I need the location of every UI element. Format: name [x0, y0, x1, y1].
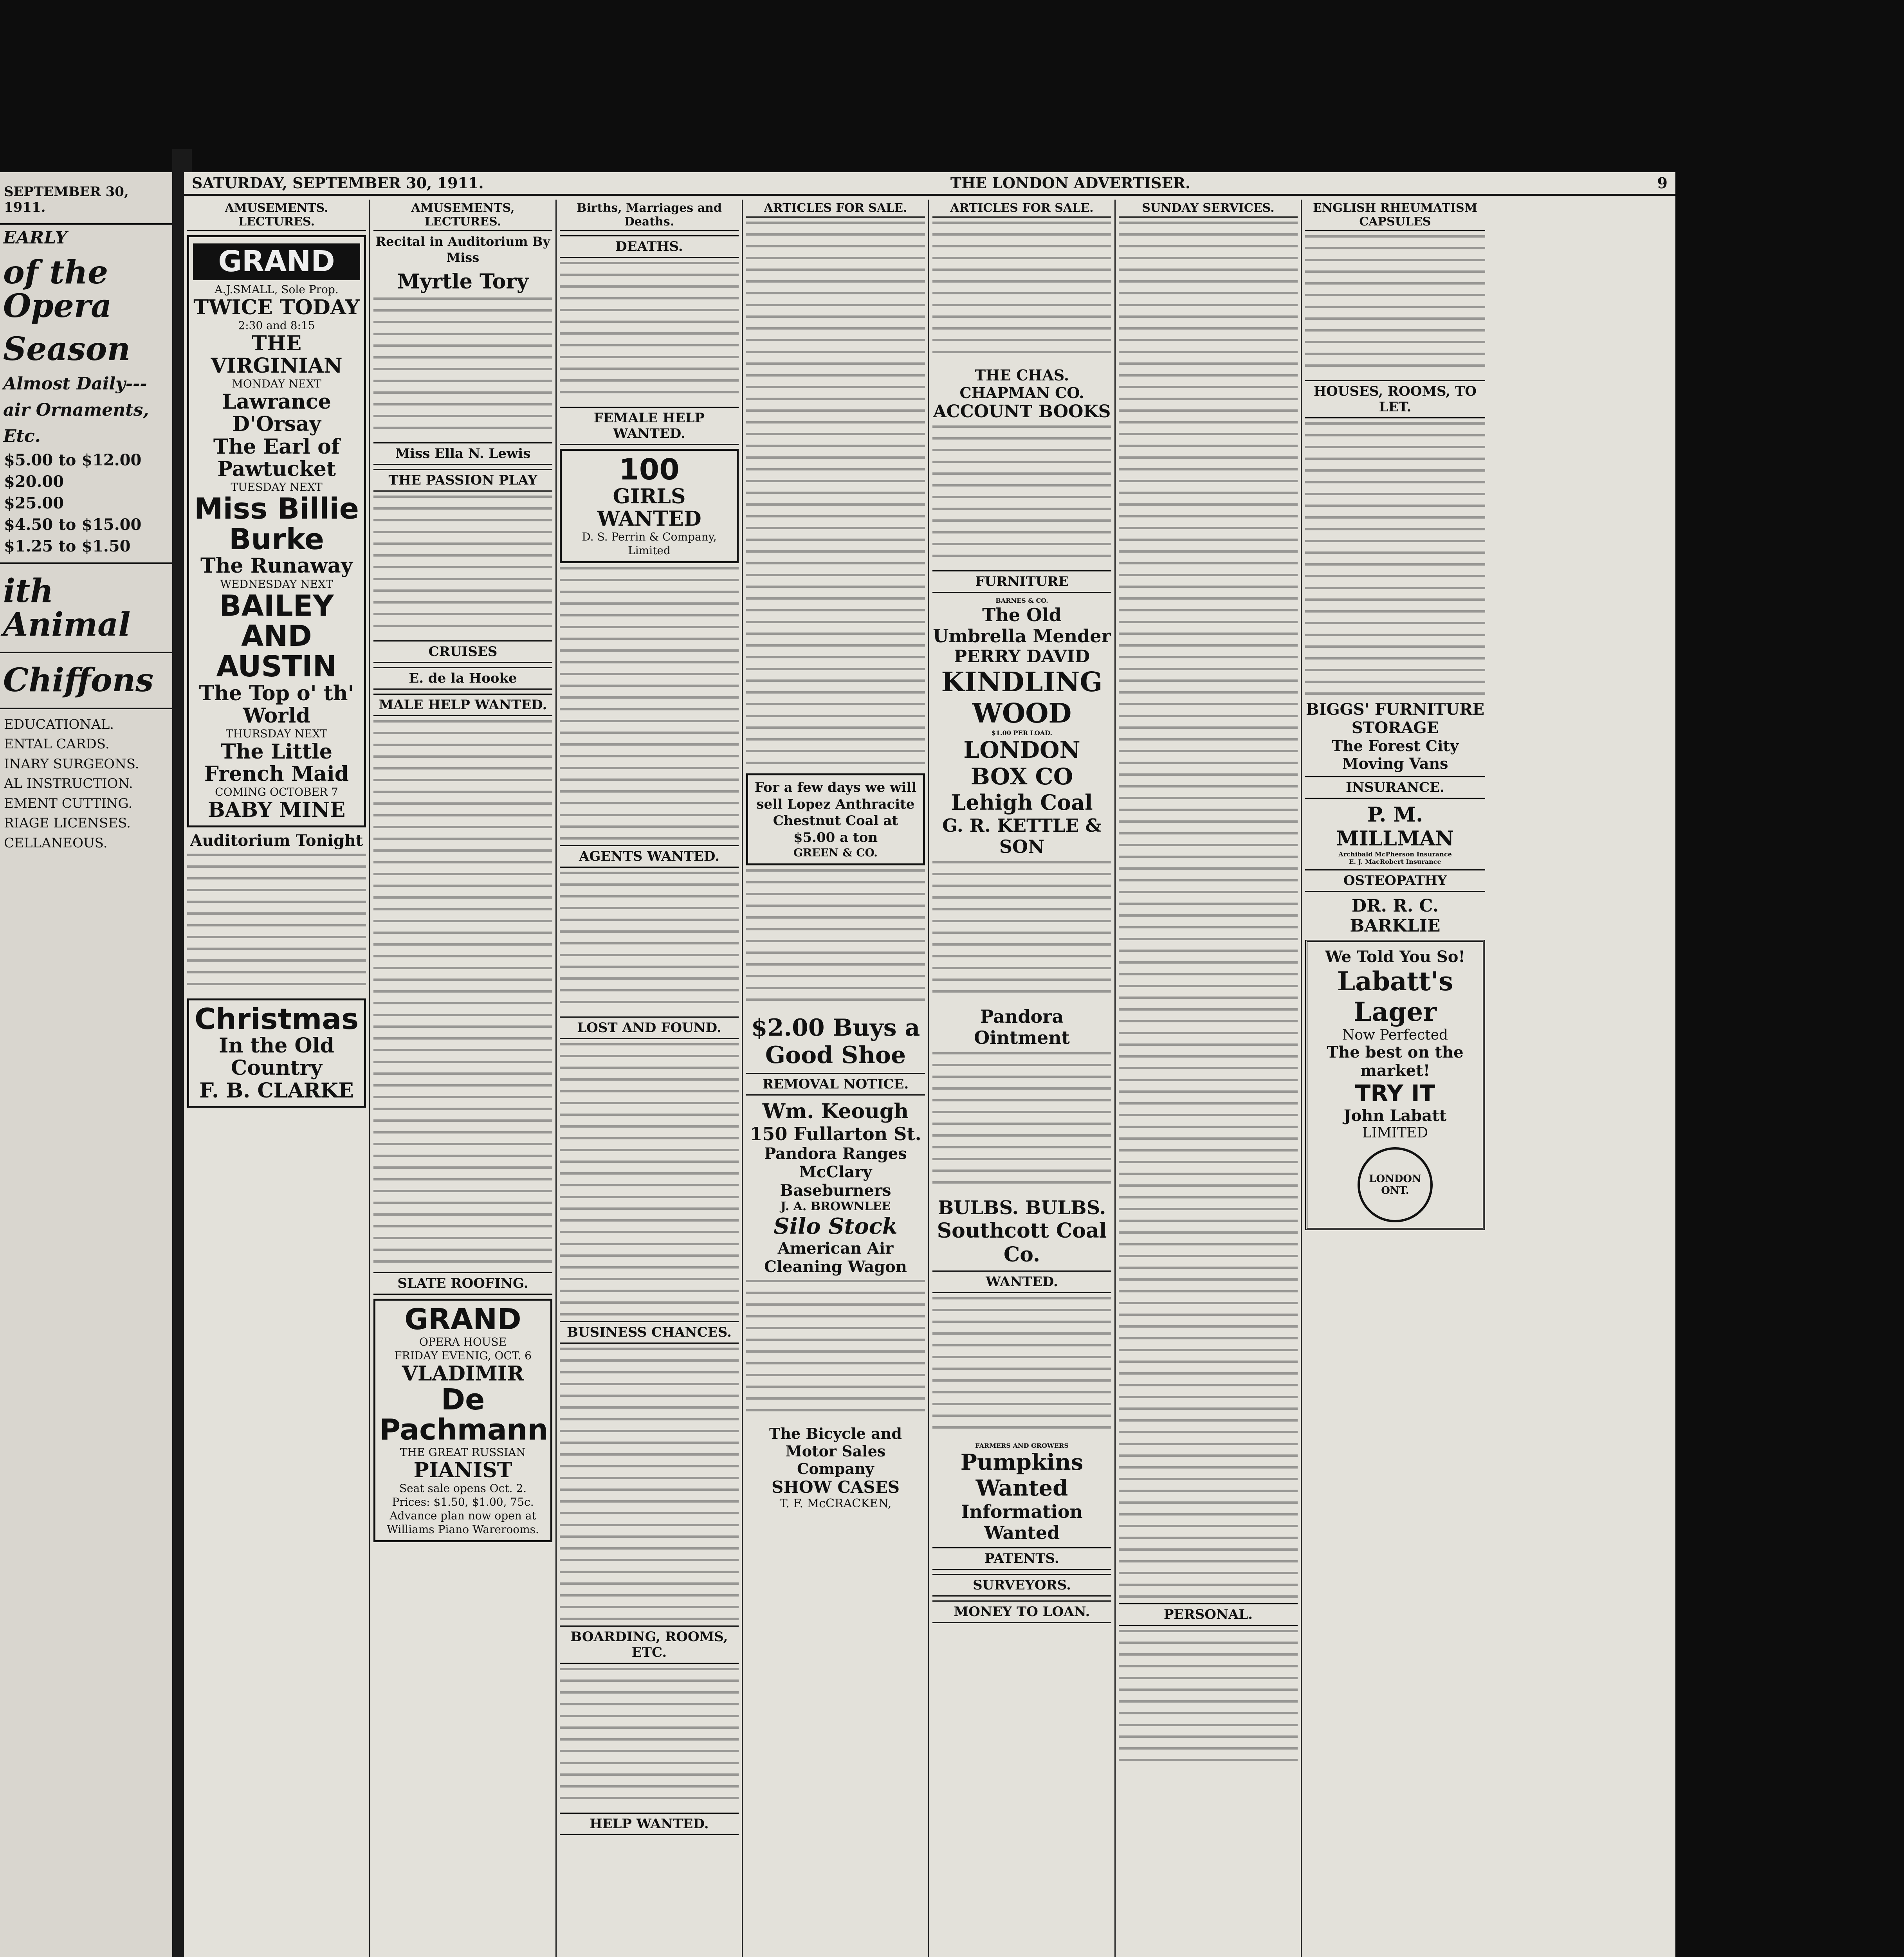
ad-text: Lawrance D'Orsay [222, 390, 331, 436]
fullarton-ad: 150 Fullarton St. [750, 1123, 921, 1144]
section-heading: FEMALE HELP WANTED. [560, 407, 739, 445]
bicycle-ad: The Bicycle and Motor Sales Company [769, 1425, 902, 1478]
pachmann-ad [373, 1299, 552, 1542]
umbrella-ad: The Old Umbrella Mender [933, 604, 1111, 647]
moving-vans-ad: The Forest City Moving Vans [1331, 737, 1459, 772]
ad-text: THE GREAT RUSSIAN [400, 1446, 526, 1459]
auditorium-heading: Auditorium Tonight [190, 831, 363, 850]
keough-ad: Wm. Keough [762, 1099, 909, 1123]
ad-text: GREEN & CO. [793, 846, 878, 859]
left-heading: Etc. [3, 426, 41, 447]
section-heading: SLATE ROOFING. [373, 1272, 552, 1295]
ad-title: 100 [619, 453, 680, 487]
page-date: SATURDAY, SEPTEMBER 30, 1911. [192, 174, 484, 192]
christmas-ad [187, 998, 366, 1108]
columns [184, 200, 1675, 1957]
chapman-ad: THE CHAS. CHAPMAN CO. [959, 366, 1084, 402]
column-7 [1302, 200, 1488, 1957]
ad-heading: Miss Ella N. Lewis [373, 442, 552, 465]
pumpkins-ad: Pumpkins Wanted [960, 1449, 1084, 1501]
ad-text: VLADIMIR [402, 1361, 524, 1386]
boxco-ad: LONDON BOX CO [963, 737, 1080, 790]
ad-text: De Pachmann [379, 1382, 548, 1447]
silo-ad: Silo Stock [774, 1213, 898, 1239]
section-heading: OSTEOPATHY [1305, 869, 1485, 892]
left-section: EDUCATIONAL. [4, 716, 114, 732]
storage-ad: BIGGS' FURNITURE STORAGE [1305, 700, 1485, 737]
ad-title: GRAND [193, 243, 360, 280]
column-4 [743, 200, 929, 1957]
section-heading: INSURANCE. [1305, 776, 1485, 799]
farmers-ad: FARMERS AND GROWERS [975, 1442, 1069, 1449]
ad-text: GIRLS WANTED [597, 484, 701, 531]
section-heading: FURNITURE [932, 570, 1111, 593]
ad-text: For a few days we will sell Lopez Anthracite Chestnut Coal at $5.00 a ton [754, 780, 917, 845]
girls-wanted-ad [560, 449, 739, 563]
recital-heading: Recital in Auditorium By Miss [375, 234, 550, 265]
perry-ad: PERRY DAVID [954, 647, 1090, 667]
ad-text: MONDAY NEXT [232, 377, 321, 391]
millman-ad: P. M. MILLMAN [1336, 803, 1454, 851]
section-heading: PATENTS. [932, 1547, 1111, 1570]
shoe-ad: $2.00 Buys a Good Shoe [751, 1014, 920, 1069]
section-heading: LOST AND FOUND. [560, 1016, 739, 1039]
ad-text: OPERA HOUSE [419, 1335, 507, 1348]
left-section: INARY SURGEONS. [4, 756, 139, 772]
page-number: 9 [1657, 174, 1668, 192]
ad-heading: CRUISES [373, 640, 552, 663]
left-price: $20.00 [4, 472, 64, 491]
column-heading: ARTICLES FOR SALE. [746, 200, 925, 218]
section-heading: MONEY TO LOAN. [932, 1600, 1111, 1623]
ad-text: THURSDAY NEXT [225, 727, 328, 740]
ad-text: WEDNESDAY NEXT [220, 577, 333, 591]
page-header [184, 172, 1675, 196]
left-heading: air Ornaments, [3, 400, 149, 420]
ad-text: Seat sale opens Oct. 2. Prices: $1.50, $1.00, 75c. Advance plan now open at Williams Piano Warerooms. [387, 1482, 539, 1536]
left-price: $1.25 to $1.50 [4, 537, 131, 556]
newspaper-page [184, 172, 1675, 1957]
pandora-ad: Pandora Ranges McClary Baseburners [764, 1144, 907, 1200]
ad-text: TRY IT [1355, 1080, 1435, 1106]
ad-text: BABY MINE [207, 798, 346, 822]
ad-text: TWICE TODAY [193, 295, 360, 319]
column-heading: ENGLISH RHEUMATISM CAPSULES [1305, 200, 1485, 231]
left-price: $4.50 to $15.00 [4, 515, 142, 534]
ad-text: THE VIRGINIAN [211, 331, 343, 378]
labatt-ad [1305, 940, 1485, 1230]
ad-text: The Top o' th' World [199, 681, 354, 728]
barnes-ad: BARNES & CO. [995, 597, 1048, 604]
ad-text: F. B. CLARKE [199, 1078, 354, 1103]
column-heading: AMUSEMENTS. LECTURES. [187, 200, 366, 231]
section-heading: PERSONAL. [1119, 1603, 1298, 1626]
ad-text: PIANIST [413, 1458, 512, 1483]
ad-title: Labatt's Lager [1337, 966, 1453, 1027]
section-heading: SURVEYORS. [932, 1574, 1111, 1597]
recital-name: Myrtle Tory [397, 269, 529, 294]
ad-text: John Labatt [1343, 1106, 1447, 1125]
section-heading: REMOVAL NOTICE. [746, 1073, 925, 1096]
ad-text: The Little French Maid [204, 740, 349, 786]
ad-text: The best on the market! [1327, 1043, 1464, 1080]
barklie-ad: DR. R. C. BARKLIE [1350, 896, 1441, 936]
left-heading: Season [3, 330, 130, 368]
mcpherson-ad: Archibald McPherson Insurance [1338, 851, 1452, 858]
left-heading: EARLY [3, 228, 67, 248]
column-6 [1116, 200, 1302, 1957]
page-title: THE LONDON ADVERTISER. [950, 174, 1191, 192]
ad-text: In the Old Country [219, 1034, 334, 1080]
left-heading: of the Opera [3, 254, 112, 325]
section-heading: BOARDING, ROOMS, ETC. [560, 1625, 739, 1664]
ad-text: The Earl of Pawtucket [213, 434, 340, 481]
mccracken-ad: T. F. McCRACKEN, [779, 1497, 892, 1510]
ad-text: BAILEY AND AUSTIN [216, 589, 337, 683]
grand-ad [187, 235, 366, 827]
left-section: CELLANEOUS. [4, 835, 108, 851]
column-3 [557, 200, 743, 1957]
ad-text: A.J.SMALL, Sole Prop. [215, 283, 339, 296]
bulbs-ad: BULBS. BULBS. [938, 1197, 1106, 1219]
macrobert-ad: E. J. MacRobert Insurance [1349, 858, 1441, 865]
showcases-ad: SHOW CASES [771, 1478, 900, 1497]
left-heading: ith Animal [3, 572, 131, 644]
column-heading: ARTICLES FOR SALE. [932, 200, 1111, 218]
left-section: AL INSTRUCTION. [4, 776, 133, 792]
section-heading: MALE HELP WANTED. [373, 694, 552, 716]
left-price: $5.00 to $12.00 [4, 451, 142, 470]
column-heading: AMUSEMENTS, LECTURES. [373, 200, 552, 231]
column-heading: SUNDAY SERVICES. [1119, 200, 1298, 218]
left-page-date: SEPTEMBER 30, 1911. [0, 172, 172, 225]
left-page [0, 172, 172, 1957]
pandora-ointment-ad: Pandora Ointment [974, 1006, 1070, 1048]
ad-title: GRAND [404, 1302, 521, 1336]
section-heading: WANTED. [932, 1270, 1111, 1293]
ad-text: LIMITED [1362, 1125, 1428, 1141]
kindling-price: $1.00 PER LOAD. [991, 729, 1053, 737]
left-section: ENTAL CARDS. [4, 736, 110, 752]
ad-heading: THE PASSION PLAY [373, 469, 552, 492]
ad-text: The Runaway [200, 554, 353, 578]
section-heading: DEATHS. [560, 235, 739, 258]
information-ad: Information Wanted [961, 1501, 1083, 1543]
ad-text: Miss Billie Burke [194, 492, 359, 556]
lehigh-ad: Lehigh Coal [951, 790, 1093, 815]
ad-title: Christmas [194, 1002, 359, 1036]
labatt-seal: LONDON ONT. [1358, 1147, 1433, 1222]
column-2 [370, 200, 557, 1957]
kindling-ad: KINDLING WOOD [941, 667, 1103, 729]
kettle-ad: G. R. KETTLE & SON [942, 815, 1102, 857]
section-heading: BUSINESS CHANCES. [560, 1321, 739, 1344]
ad-text: FRIDAY EVENIG, OCT. 6 [394, 1349, 532, 1362]
section-heading: HOUSES, ROOMS, TO LET. [1305, 380, 1485, 418]
ad-text: Now Perfected [1342, 1027, 1448, 1043]
left-heading: Chiffons [3, 661, 154, 699]
ad-text: COMING OCTOBER 7 [215, 786, 338, 799]
left-price: $25.00 [4, 494, 64, 513]
ad-text: 2:30 and 8:15 [238, 319, 315, 332]
column-5 [929, 200, 1116, 1957]
column-1 [184, 200, 370, 1957]
section-heading: AGENTS WANTED. [560, 845, 739, 868]
ad-text: D. S. Perrin & Company, Limited [582, 530, 717, 557]
air-cleaning-ad: American Air Cleaning Wagon [764, 1239, 907, 1276]
southcott-ad: Southcott Coal Co. [937, 1219, 1107, 1267]
left-section: RIAGE LICENSES. [4, 815, 131, 831]
ad-text: TUESDAY NEXT [231, 481, 323, 494]
account-books-ad: ACCOUNT BOOKS [933, 402, 1111, 422]
left-heading: Almost Daily--- [3, 374, 147, 394]
brownlee-ad: J. A. BROWNLEE [780, 1200, 891, 1213]
left-section: EMENT CUTTING. [4, 795, 133, 811]
ad-text: We Told You So! [1325, 948, 1465, 966]
ad-heading: E. de la Hooke [373, 667, 552, 690]
section-heading: HELP WANTED. [560, 1813, 739, 1835]
column-heading: Births, Marriages and Deaths. [560, 200, 739, 231]
coal-ad [746, 773, 925, 865]
